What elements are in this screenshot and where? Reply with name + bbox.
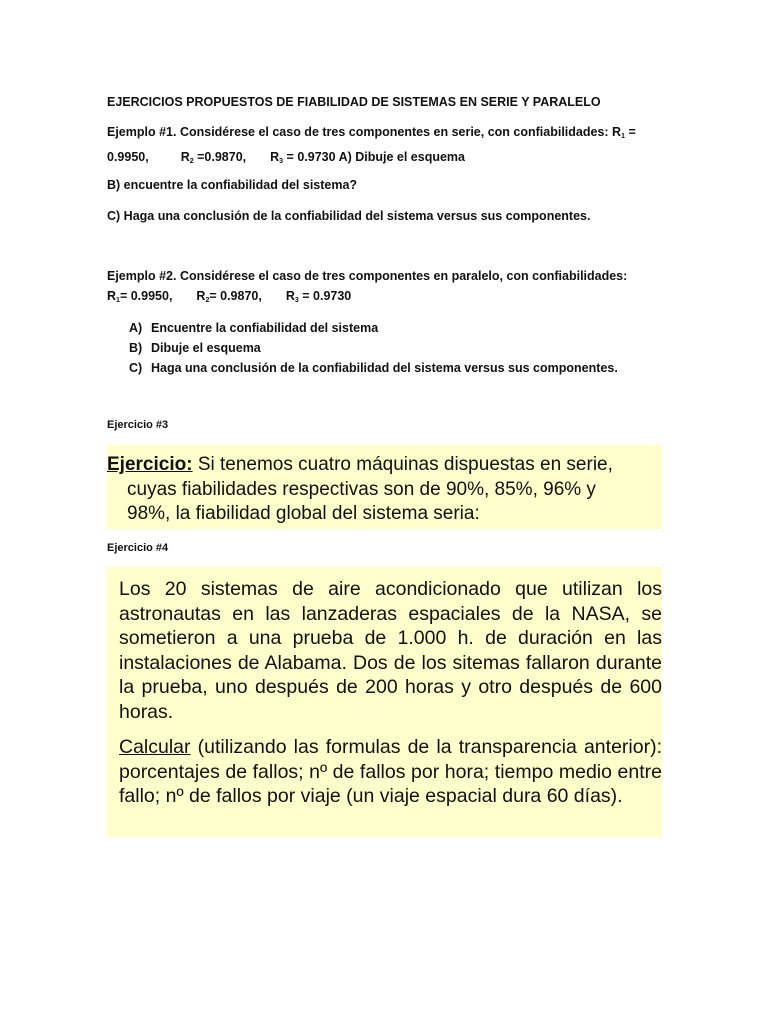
ejemplo-2-intro: Ejemplo #2. Considérese el caso de tres componentes en paralelo, con confiabilidades: — [107, 269, 628, 283]
ejemplo-2-r1-value: = 0.9950, — [119, 289, 173, 303]
ejemplo-1-eq: = — [624, 125, 636, 139]
ejemplo-1-b: B) encuentre la confiabilidad del sistema? — [107, 178, 358, 192]
r3-subscript: 3 — [294, 297, 299, 304]
list-item-text: Encuentre la confiabilidad del sistema — [151, 321, 379, 335]
r1-subscript: 1 — [116, 297, 120, 304]
list-item — [107, 338, 618, 358]
r1-subscript: 1 — [621, 133, 625, 140]
ejemplo-1-intro: Ejemplo #1. Considérese el caso de tres componentes en serie, con confiabilidades: R — [107, 125, 622, 139]
list-marker: C) — [129, 361, 143, 375]
list-item — [107, 358, 618, 378]
ejercicio-3-line3: 98%, la fiabilidad global del sistema seria: — [127, 503, 480, 524]
ejemplo-1-c: C) Haga una conclusión de la confiabilidad del sistema versus sus componentes. — [107, 209, 591, 223]
r2-subscript: 2 — [205, 297, 210, 304]
ejercicio-4-label: Ejercicio #4 — [107, 542, 169, 554]
ejemplo-2-r2-label: R — [196, 289, 206, 303]
ejemplo-2-r3-label: R — [285, 289, 295, 303]
ejemplo-2-r1-label: R — [107, 289, 117, 303]
ejercicio-3-line1: Si tenemos cuatro máquinas dispuestas en serie, — [192, 454, 613, 475]
ejercicio-4-calculate — [119, 735, 662, 809]
ejemplo-2 — [107, 266, 627, 311]
ejercicio-heading: Ejercicio: — [107, 454, 193, 475]
r2-subscript: 2 — [189, 158, 194, 165]
ejercicio-3-box — [107, 445, 662, 529]
ejemplo-1-r3-label: R — [270, 150, 280, 164]
ejercicio-4-calculate-text: (utilizando las formulas de la transparencia anterior): porcentajes de fallos; nº de fallos por hora; tiempo medio entre fallo; nº de fallos por viaje (un viaje espacial dura 60 días). — [119, 736, 662, 807]
ejemplo-1-r2-label: R — [180, 150, 190, 164]
list-item — [107, 318, 618, 338]
ejemplo-2-r3-value: = 0.9730 — [298, 289, 352, 303]
ejercicio-4-paragraph: Los 20 sistemas de aire acondicionado que utilizan los astronautas en las lanzaderas espaciales de la NASA, se sometieron a una prueba de 1.000 h. de duración en las instalaciones de Alabama. Dos de los sitemas fallaron durante la prueba, uno después de 200 horas y otro después de 600 horas. — [119, 578, 662, 723]
ejemplo-1-r3-value: = 0.9730 A) Dibuje el esquema — [283, 150, 465, 164]
ejemplo-1 — [107, 122, 636, 172]
r3-subscript: 3 — [279, 158, 284, 165]
ejemplo-1-r1-value: 0.9950, — [107, 150, 149, 164]
ejercicio-4-box — [107, 567, 662, 837]
ejercicio-3-text — [107, 453, 659, 527]
ejemplo-2-r2-value: = 0.9870, — [209, 289, 262, 303]
calcular-heading: Calcular — [119, 736, 191, 758]
list-item-text: Haga una conclusión de la confiabilidad del sistema versus sus componentes. — [151, 361, 618, 375]
ejercicio-3-label: Ejercicio #3 — [107, 419, 169, 431]
list-marker: A) — [129, 321, 143, 335]
list-item-text: Dibuje el esquema — [151, 341, 261, 355]
page-title: EJERCICIOS PROPUESTOS DE FIABILIDAD DE SISTEMAS EN SERIE Y PARALELO — [107, 95, 601, 109]
ejemplo-2-list — [107, 318, 618, 378]
list-marker: B) — [129, 341, 143, 355]
ejemplo-1-r2-value: =0.9870, — [193, 150, 247, 164]
ejercicio-3-line2: cuyas fiabilidades respectivas son de 90%, 85%, 96% y — [127, 478, 596, 500]
